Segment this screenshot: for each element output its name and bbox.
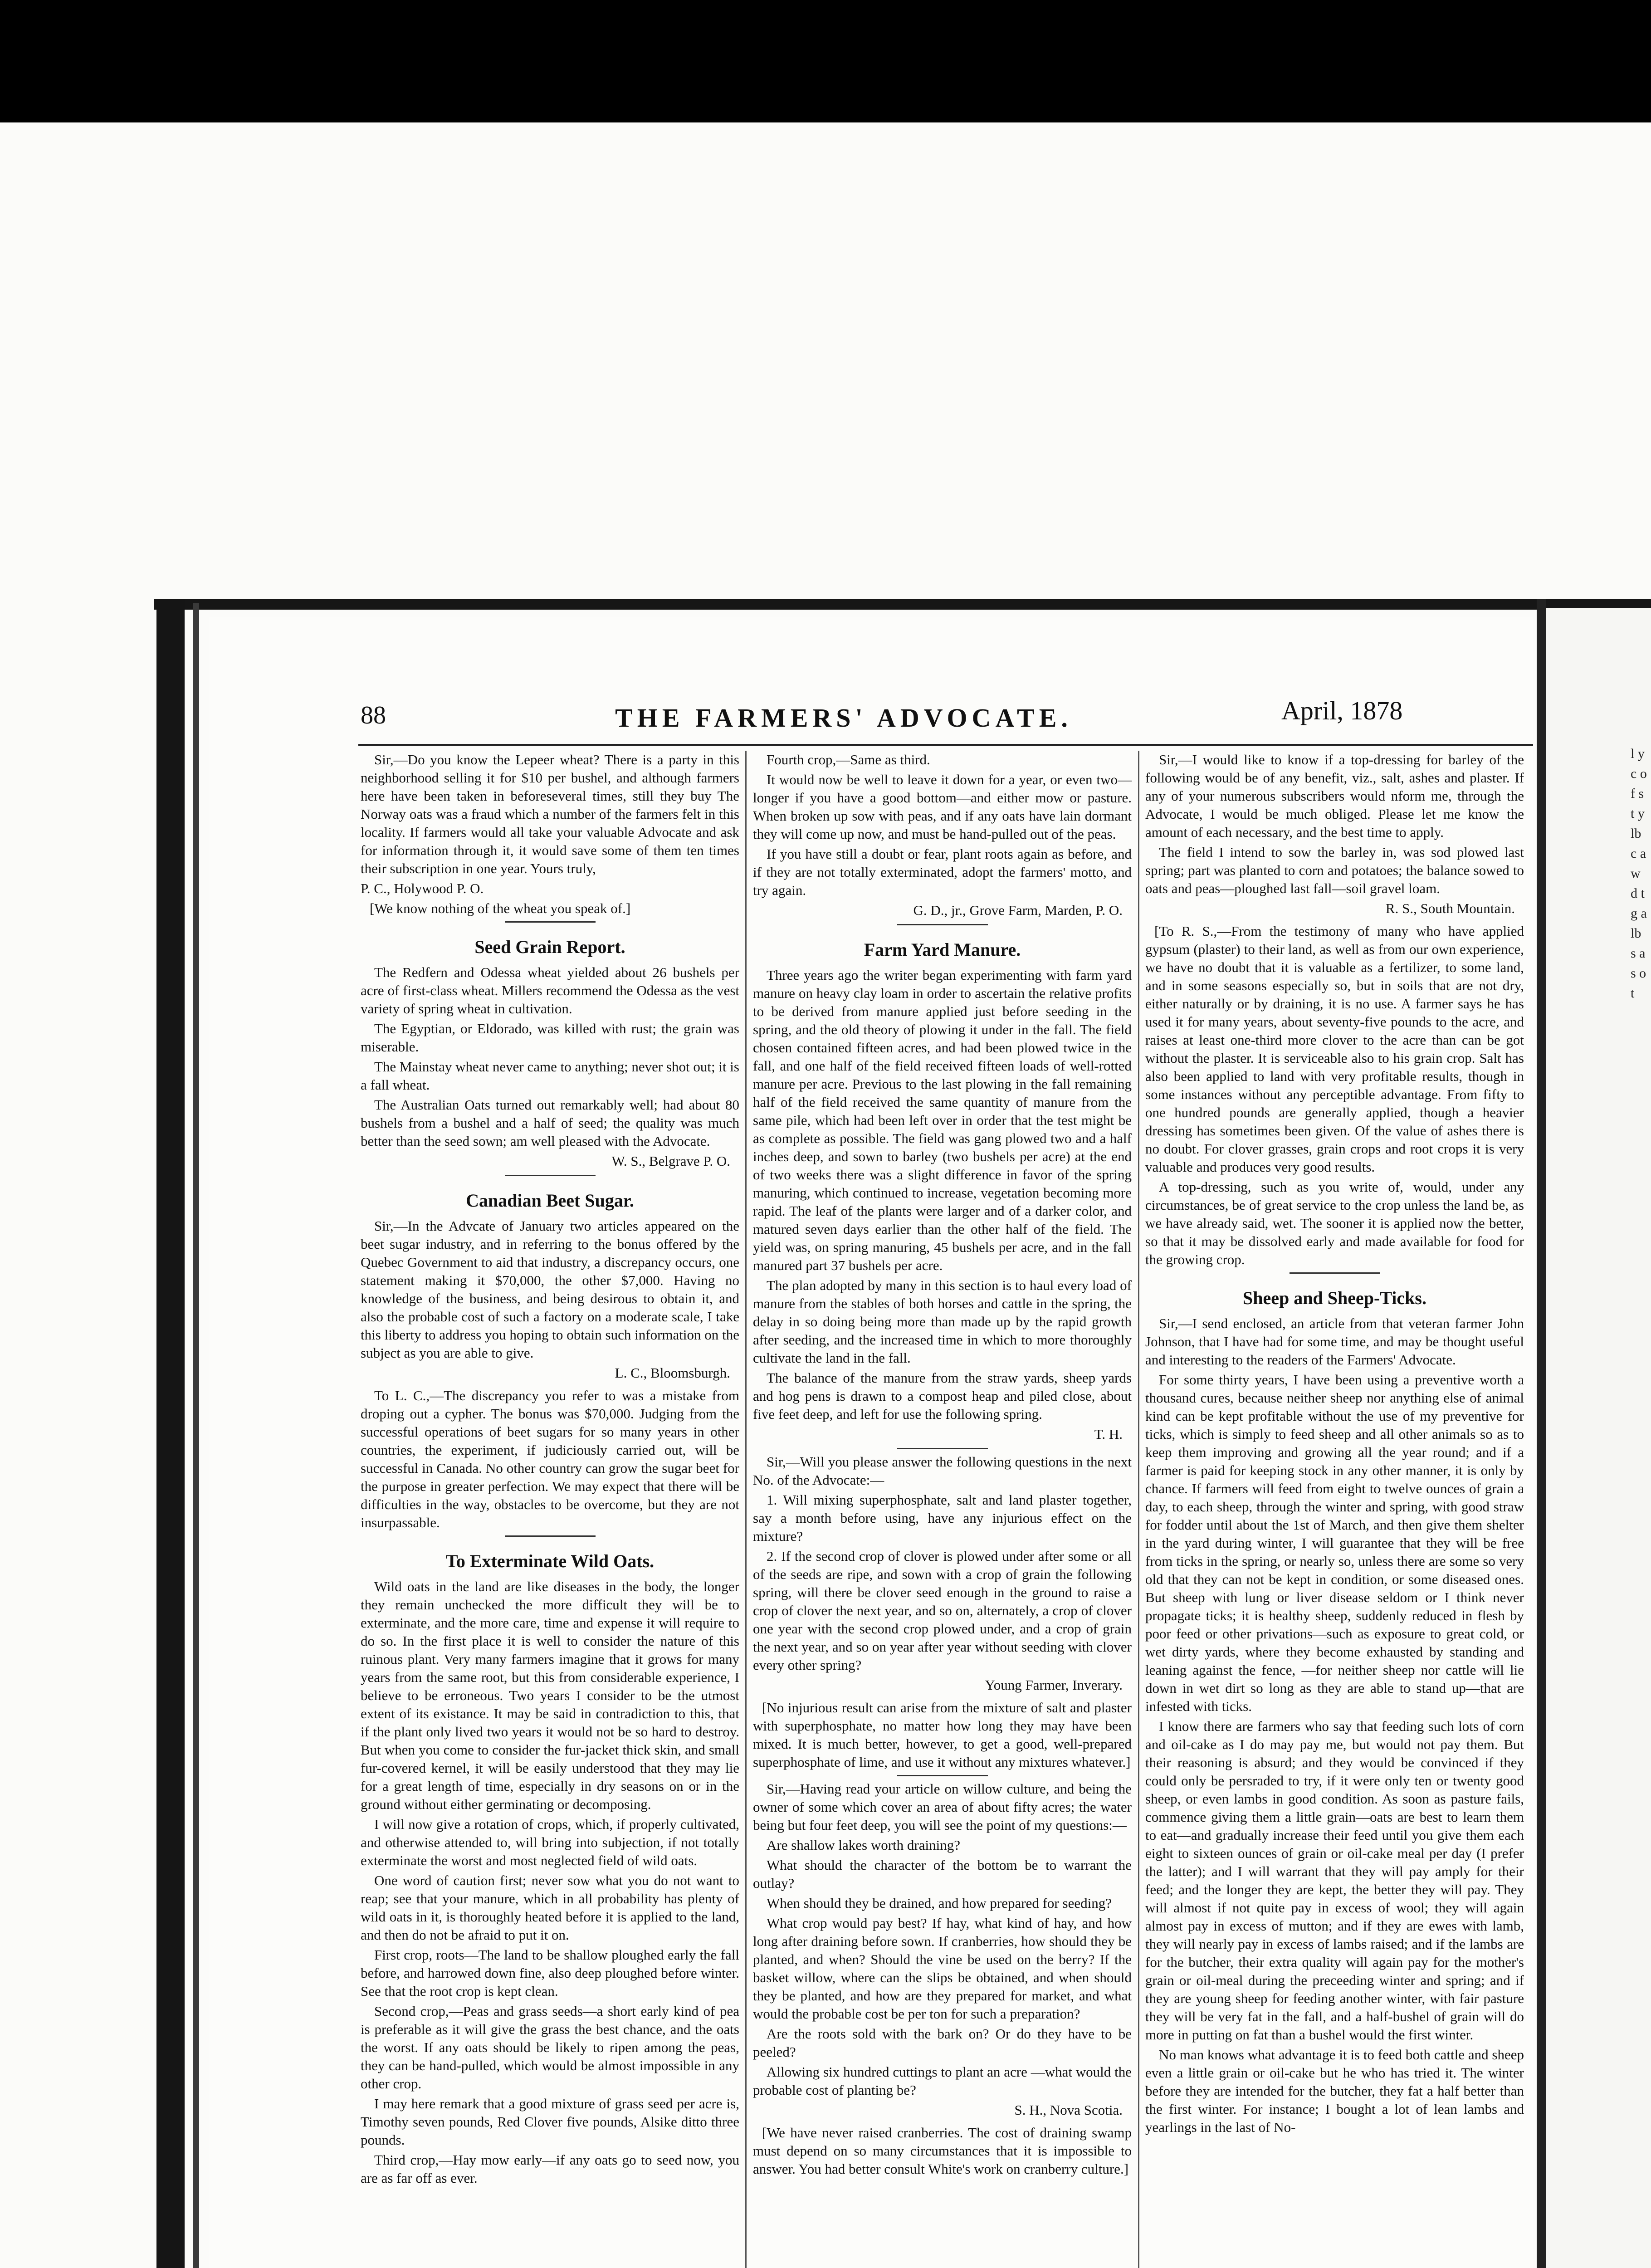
heading-seed-grain-report: Seed Grain Report. bbox=[474, 937, 625, 957]
paragraph: The Mainstay wheat never came to anything; never shot out; it is a fall wheat. bbox=[361, 1059, 739, 1093]
paragraph: A top-dressing, such as you write of, would, under any circumstances, be of great service to the crop unless the land be, as we have already said, wet. The sooner it is applied now the better, so that it may be dissolved early and made available for food for the growing crop. bbox=[1145, 1179, 1524, 1267]
paragraph: The field I intend to sow the barley in, was sod plowed last spring; part was planted to corn and potatoes; the balance sowed to oats and peas—ploughed last fall—soil gravel loam. bbox=[1145, 844, 1524, 896]
paragraph: I know there are farmers who say that feeding such lots of corn and oil-cake as I do may pay me, but would not pay them. But their reasoning is absurd; and they would be convinced if they could only be persraded to try, if it were only ten or twenty good sheep, or even lambs in good condition. As soon as pasture fails, commence giving them a little grain—oats are best to learn them to eat—and gradually increase their feed until you give them each eight to sixteen ounces of grain or oil-cake meal per day (I prefer the latter); and I will warrant that they will pay amply for their feed; and the longer they are kept, the better they will pay. They will almost if not quite pay in excess of wool; they will again almost pay in excess of mutton; and if they are ewes with lamb, they will nearly pay in excess of lambs raised; and if the lambs are for the butcher, their extra quality will again pay for the mother's grain or oil-meal during the preceeding winter and spring; and if they are young sheep for feeding another winter, with fair pasture they will be very fat in the fall, and a half-bushel of grain will do more in putting on fat than a bushel would the first winter. bbox=[1145, 1718, 1524, 2043]
masthead-title: THE FARMERS' ADVOCATE. bbox=[615, 703, 1072, 733]
paragraph: It would now be well to leave it down for a year, or even two—longer if you have a good bottom—and either mow or pasture. When broken up sow with peas, and if any oats have lain dormant they will come up now, and must be hand-pulled out of the peas. bbox=[753, 772, 1132, 842]
section-rule bbox=[897, 924, 988, 925]
paragraph: I may here remark that a good mixture of grass seed per acre is, Timothy seven pounds, Red Clover five pounds, Alsike ditto three pounds. bbox=[361, 2096, 739, 2148]
heading-canadian-beet-sugar: Canadian Beet Sugar. bbox=[466, 1190, 634, 1211]
column-divider bbox=[745, 751, 747, 2268]
section-rule bbox=[505, 1535, 596, 1537]
editor-note: [We know nothing of the wheat you speak of.] bbox=[370, 900, 631, 916]
page-header bbox=[209, 696, 1533, 737]
binding-inner-stripe bbox=[193, 603, 199, 2268]
paragraph: If you have still a doubt or fear, plant roots again as before, and if they are not totally exterminated, adopt the farmers' motto, and try again. bbox=[753, 846, 1132, 898]
letter-signature: G. D., jr., Grove Farm, Marden, P. O. bbox=[913, 902, 1123, 918]
paragraph: Are the roots sold with the bark on? Or do they have to be peeled? bbox=[753, 2026, 1132, 2060]
section-rule bbox=[1290, 1272, 1380, 1274]
paragraph: Wild oats in the land are like diseases in the body, the longer they remain unchecked the more difficult they will be to exterminate, and the more care, time and expense it will require to do so. In the first place it is well to consider the nature of this ruinous plant. Very many farmers imagine that it grows for many years from the same root, but this from considerable experience, I believe to be erroneous. Two years I consider to be the utmost extent of its existance. It may be said in contradiction to this, that if the plant only lived two years it would not be so hard to destroy. But when you come to consider the fur-jacket thick skin, and small fur-covered kernel, it will be easily understood that they may lie for a great length of time, especially in dry seasons on or in the ground without either germinating or decomposing. bbox=[361, 1579, 739, 1812]
paragraph: Sir,—Having read your article on willow culture, and being the owner of some which cover an area of about fifty acres; the water being but four feet deep, you will see the point of my questions:— bbox=[753, 1781, 1132, 1833]
binding-top-bar bbox=[154, 599, 1651, 610]
paragraph: Sir,—In the Advcate of January two articles appeared on the beet sugar industry, and in referring to the bonus offered by the Quebec Government to aid that industry, a discrepancy occurs, one statement making it $70,000, the other $7,000. Having no knowledge of the business, and being desirous to obtain it, and also the probable cost of such a factory on a moderate scale, I take this liberty to address you hoping to obtain such information on the subject as you are able to give. bbox=[361, 1218, 739, 1361]
section-rule bbox=[505, 1175, 596, 1176]
paragraph: I will now give a rotation of crops, which, if properly cultivated, and otherwise attended to, will bring into subjection, if not totally exterminate the worst and most neglected field of wild oats. bbox=[361, 1816, 739, 1868]
section-rule bbox=[505, 921, 596, 923]
letter-signature: T. H. bbox=[1094, 1426, 1123, 1442]
column-2 bbox=[753, 751, 1132, 2180]
paragraph: One word of caution first; never sow what you do not want to reap; see that your manure, which in all probability has plenty of wild oats in it, is thoroughly heated before it is applied to the land, and then do not be afraid to put it on. bbox=[361, 1872, 739, 1943]
letter-lepeer-wheat: Sir,—Do you know the Lepeer wheat? There is a party in this neighborhood selling it for $10 per bushel, and although farmers here have been taken in beforeseveral times, still they buy The Norway oats was a fraud which a number of the farmers felt in this locality. If farmers would all take your valuable Advocate and ask for information through it, it would save some of them ten times their subscription in one year. Yours truly, bbox=[361, 752, 739, 876]
paragraph: First crop, roots—The land to be shallow ploughed early the fall before, and harrowed down fine, also deep ploughed before winter. See that the root crop is kept clean. bbox=[361, 1947, 739, 1999]
paragraph: When should they be drained, and how prepared for seeding? bbox=[767, 1895, 1112, 1911]
list-item: 2. If the second crop of clover is plowed under after some or all of the seeds are ripe, and sown with a crop of grain the following spring, will there be clover seed enough in the ground to raise a crop of clover the next year, and so on, alternately, a crop of clover one year with the second crop plowed under, and a crop of grain the next year, and so on year after year without seeding with clover every other spring? bbox=[753, 1548, 1132, 1673]
header-rule bbox=[358, 744, 1533, 746]
newspaper-page bbox=[209, 617, 1533, 2268]
list-item: 1. Will mixing superphosphate, salt and land plaster together, say a month before using, have any injurious effect on the mixture? bbox=[753, 1492, 1132, 1544]
paragraph: For some thirty years, I have been using a preventive worth a thousand cures, because neither sheep nor anything else of animal kind can be kept profitable without the use of my preventive for ticks, which is simply to feed sheep and all other animals so as to keep them improving and growing all the year round; and if a farmer is paid for keeping stock in any other manner, it is only by chance. If farmers will feed from eight to twelve ounces of grain a day, to each sheep, through the winter and spring, with good straw for fodder until about the 1st of March, and then give them shelter in the yard during winter, I will guarantee that they will be free from ticks in the spring, or nearly so, unless there are some so very old that they can not be kept in condition, or some diseased ones. But sheep with lung or liver disease seldom or I think never propagate ticks; it is healthy sheep, suddenly reduced in flesh by poor feed or other privations—such as exposure to great cold, or wet dirty yards, where they become exhausted by standing and leaning against the fence, —for neither sheep nor cattle will lie down in wet dirt so long as they are able to stand up—that are infested with ticks. bbox=[1145, 1372, 1524, 1714]
editor-note: [No injurious result can arise from the mixture of salt and plaster with superphosphate, no matter how long they may have been mixed. It is much better, however, to get a good, well-prepared superphosphate of lime, and use it without any mixtures whatever.] bbox=[753, 1700, 1132, 1770]
heading-wild-oats: To Exterminate Wild Oats. bbox=[445, 1551, 655, 1571]
section-rule bbox=[897, 1775, 988, 1776]
paragraph: Second crop,—Peas and grass seeds—a short early kind of pea is preferable as it will give the grass the best chance, and the oats the worst. If any oats should be likely to ripen among the peas, they can be hand-pulled, which would be almost impossible in any other crop. bbox=[361, 2003, 739, 2092]
paragraph: Third crop,—Hay mow early—if any oats go to seed now, you are as far off as ever. bbox=[361, 2152, 739, 2186]
paragraph: The Egyptian, or Eldorado, was killed with rust; the grain was miserable. bbox=[361, 1021, 739, 1055]
paragraph: The balance of the manure from the straw yards, sheep yards and hog pens is drawn to a compost heap and piled close, about five feet deep, and left for use the following spring. bbox=[753, 1370, 1132, 1422]
page-number: 88 bbox=[361, 701, 386, 729]
letter-signature: R. S., South Mountain. bbox=[1385, 900, 1515, 916]
paragraph: Allowing six hundred cuttings to plant an acre —what would the probable cost of planting be? bbox=[753, 2064, 1132, 2098]
paragraph: Sir,—I would like to know if a top-dressing for barley of the following would be of any benefit, viz., salt, ashes and plaster. If any of your numerous subscribers would nform me, through the Advocate, I would be much obliged. Please let me know the amount of each necessary, and the best time to apply. bbox=[1145, 752, 1524, 840]
column-3 bbox=[1145, 751, 1524, 2138]
column-1 bbox=[361, 751, 739, 2189]
paragraph: The Australian Oats turned out remarkably well; had about 80 bushels from a bushel and a half of seed; the quality was much better than the seed sown; am well pleased with the Advocate. bbox=[361, 1097, 739, 1149]
section-rule bbox=[897, 1448, 988, 1449]
paragraph: Sir,—I send enclosed, an article from that veteran farmer John Johnson, that I have had for some time, and may be thought useful and interesting to the readers of the Farmers' Advocate. bbox=[1145, 1315, 1524, 1368]
paragraph: Three years ago the writer began experimenting with farm yard manure on heavy clay loam in order to ascertain the relative profits to be derived from manure applied just before seeding in the spring, and the old theory of plowing it under in the fall. The field chosen contained fifteen acres, and had been plowed twice in the fall, and one half of the field received fifteen loads of well-rotted manure per acre. Previous to the last plowing in the fall remaining half of the field received the same quantity of manure from the same pile, which had been left over in order that the test might be as complete as possible. The field was gang plowed two and a half inches deep, and sown to barley (two bushels per acre) at the end of two weeks there was a slight difference in favor of the spring manuring, which continued to increase, vegetation becoming more rapid. The leaf of the plants were larger and of a darker color, and matured seven days earlier than the other half of the field. The yield was, on spring manuring, 45 bushels per acre, and in the fall manured part 37 bushels per acre. bbox=[753, 967, 1132, 1273]
next-page-fragment: l y c o f s t y lb c a w d t g a lb s a s o t bbox=[1631, 746, 1647, 1001]
letter-signature: P. C., Holywood P. O. bbox=[361, 880, 484, 896]
question-list bbox=[753, 1491, 1132, 1674]
letter-signature: Young Farmer, Inverary. bbox=[985, 1677, 1123, 1693]
paragraph: The Redfern and Odessa wheat yielded about 26 bushels per acre of first-class wheat. Millers recommend the Odessa as the vest variety of spring wheat in cultivation. bbox=[361, 964, 739, 1017]
paragraph: What should the character of the bottom be to warrant the outlay? bbox=[753, 1857, 1132, 1891]
page-gutter bbox=[1537, 599, 1546, 2268]
column-divider bbox=[1138, 751, 1139, 2268]
letter-signature: L. C., Bloomsburgh. bbox=[615, 1365, 730, 1381]
issue-date: April, 1878 bbox=[1281, 696, 1403, 725]
editor-note: [To R. S.,—From the testimony of many who have applied gypsum (plaster) to their land, as well as from our own experience, we have no doubt that it is valuable as a fertilizer, to some land, and in some seasons especially so, but in soils that are not dry, either naturally or by draining, it is no use. A farmer says he has used it for many years, about seventy-five pounds to the acre, and raises at least one-third more clover to the acre than can be got without the plaster. It is serviceable also to his grain crop. Salt has also been applied to land with very profitable results, though in some instances without any perceptible advantage. From fifty to one hundred pounds are generally applied, though a heavier dressing has sometimes been given. Of the value of ashes there is no doubt. For clover grasses, grain crops and root crops it is very valuable and produces very good results. bbox=[1145, 923, 1524, 1175]
heading-farm-yard-manure: Farm Yard Manure. bbox=[864, 939, 1021, 960]
heading-sheep-ticks: Sheep and Sheep-Ticks. bbox=[1243, 1288, 1426, 1308]
paragraph: What crop would pay best? If hay, what kind of hay, and how long after draining before sown. If cranberries, how should they be planted, and when? Should the vine be used on the berry? If the basket willow, where can the slips be obtained, and when should they be planted, and how are they prepared for market, and what would the probable cost be per ton for such a preparation? bbox=[753, 1915, 1132, 2022]
paragraph: Sir,—Will you please answer the following questions in the next No. of the Advocate:— bbox=[753, 1454, 1132, 1488]
paragraph: To L. C.,—The discrepancy you refer to was a mistake from droping out a cypher. The bonus was $70,000. Judging from the successful operations of beet sugars for so many years in other countries, the experiment, if judiciously carried out, will be successful in Canada. No other country can grow the sugar beet for the purpose in greater perfection. We may expect that there will be difficulties in the way, obstacles to be overcome, but they are not insurpassable. bbox=[361, 1388, 739, 1530]
letter-signature: W. S., Belgrave P. O. bbox=[611, 1153, 730, 1169]
binding-left-stripe bbox=[156, 599, 185, 2268]
paragraph: No man knows what advantage it is to feed both cattle and sheep even a little grain or oil-cake but he who has tried it. The winter before they are intended for the butcher, they fat a half better than the first winter. For instance; I bought a lot of lean lambs and yearlings in the last of No- bbox=[1145, 2047, 1524, 2135]
paragraph: The plan adopted by many in this section is to haul every load of manure from the stables of both horses and cattle in the spring, the delay in so doing being more than made up by the rapid growth after seeding, and the increased time in which to more thoroughly cultivate the land in the fall. bbox=[753, 1277, 1132, 1366]
paragraph: Fourth crop,—Same as third. bbox=[767, 752, 930, 767]
paragraph: Are shallow lakes worth draining? bbox=[767, 1837, 960, 1853]
editor-note: [We have never raised cranberries. The cost of draining swamp must depend on so many circumstances that it is impossible to answer. You had better consult White's work on cranberry culture.] bbox=[753, 2125, 1132, 2177]
letter-signature: S. H., Nova Scotia. bbox=[1014, 2102, 1123, 2118]
